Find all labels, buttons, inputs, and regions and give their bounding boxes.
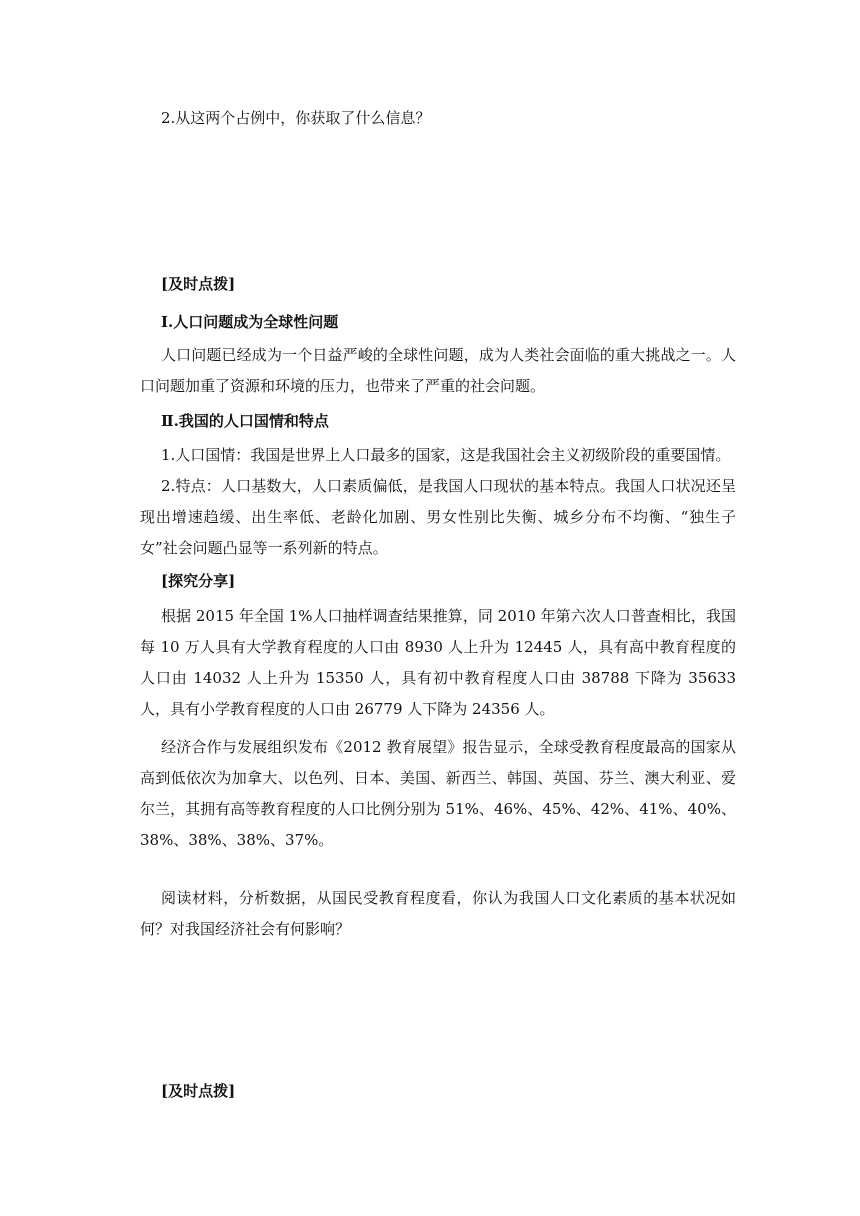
paragraph-question: 阅读材料，分析数据，从国民受教育程度看，你认为我国人口文化素质的基本状况如何？对我国经济社会有何影响？	[140, 889, 736, 938]
paragraph-oecd-report: 经济合作与发展组织发布《2012 教育展望》报告显示，全球受教育程度最高的国家从高到低依次为加拿大、以色列、日本、美国、新西兰、韩国、英国、芬兰、澳大利亚、爱尔兰，其拥有高等教育程度的人口比例分别为 51%、46%、45%、42%、41%、40%、38%、38%、38%、37%。	[140, 738, 736, 849]
item-population-situation: 1.人口国情：我国是世界上人口最多的国家，这是我国社会主义初级阶段的重要国情。	[161, 446, 731, 464]
item-characteristics: 2.特点：人口基数大，人口素质偏低，是我国人口现状的基本特点。我国人口状况还呈现出增速趋缓、出生率低、老龄化加剧、男女性别比失衡、城乡分布不均衡、“独生子女”社会问题凸显等一系列新的特点。	[140, 477, 736, 557]
heading-global-population-issue: Ⅰ.人口问题成为全球性问题	[161, 313, 339, 331]
heading-china-population: Ⅱ.我国的人口国情和特点	[161, 412, 329, 430]
paragraph-census-data: 根据 2015 年全国 1%人口抽样调查结果推算，同 2010 年第六次人口普查相比，我国每 10 万人具有大学教育程度的人口由 8930 人上升为 12445 人，具有高中教育程度的人口由 14032 人上升为 15350 人，具有初中教育程度人口由 38788 下降为 35633 人，具有小学教育程度的人口由 26779 人下降为 24356 人。	[140, 607, 736, 718]
tip-heading-2: [及时点拨]	[161, 1082, 236, 1100]
paragraph-population-issue: 人口问题已经成为一个日益严峻的全球性问题，成为人类社会面临的重大挑战之一。人口问题加重了资源和环境的压力，也带来了严重的社会问题。	[140, 346, 736, 395]
explore-heading: [探究分享]	[161, 572, 236, 590]
tip-heading-1: [及时点拨]	[161, 275, 236, 293]
question-2: 2.从这两个占例中，你获取了什么信息？	[161, 109, 431, 127]
